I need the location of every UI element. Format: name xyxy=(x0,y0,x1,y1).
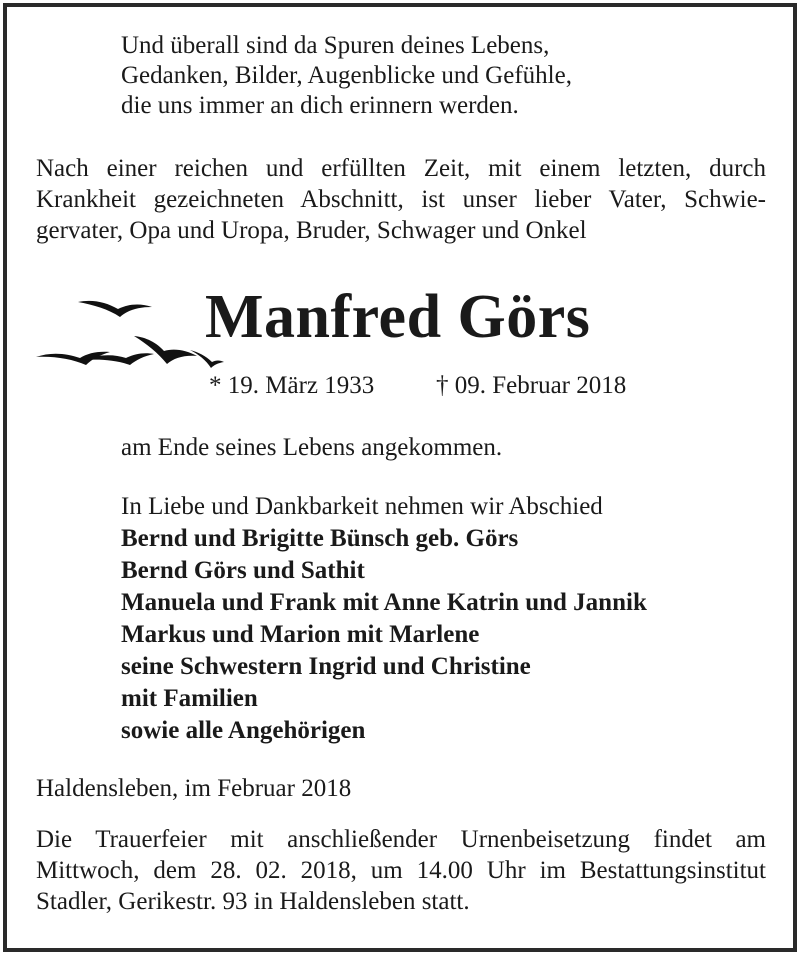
mourner-line: Manuela und Frank mit Anne Katrin und Jannik xyxy=(121,589,647,616)
place-date: Haldensleben, im Februar 2018 xyxy=(36,775,352,802)
mourner-line: sowie alle Angehörigen xyxy=(121,717,366,744)
deceased-name: Manfred Görs xyxy=(205,283,591,351)
notice-frame xyxy=(3,3,797,952)
flying-birds-icon xyxy=(34,292,224,372)
poem-line: die uns immer an dich erinnern werden. xyxy=(121,92,519,119)
intro-line: Nach einer reichen und erfüllten Zeit, mit einem letzten, durch xyxy=(36,155,766,182)
mourner-line: Bernd Görs und Sathit xyxy=(121,557,365,584)
death-date: † 09. Februar 2018 xyxy=(436,372,627,399)
poem-line: Und überall sind da Spuren deines Lebens, xyxy=(121,32,550,59)
intro-line: gervater, Opa und Uropa, Bruder, Schwager und Onkel xyxy=(36,217,587,244)
mourner-line: Markus und Marion mit Marlene xyxy=(121,621,480,648)
mourner-line: Bernd und Brigitte Bünsch geb. Görs xyxy=(121,525,519,552)
mourner-line: seine Schwestern Ingrid und Christine xyxy=(121,653,531,680)
ceremony-line: Mittwoch, dem 28. 02. 2018, um 14.00 Uhr im Bestattungsinstitut xyxy=(36,857,766,884)
birth-date: * 19. März 1933 xyxy=(209,372,375,399)
ceremony-line: Stadler, Gerikestr. 93 in Haldensleben statt. xyxy=(36,888,470,915)
poem-line: Gedanken, Bilder, Augenblicke und Gefühle, xyxy=(121,62,572,89)
mourner-line: mit Familien xyxy=(121,685,258,712)
farewell-intro: In Liebe und Dankbarkeit nehmen wir Abschied xyxy=(121,493,603,520)
ceremony-line: Die Trauerfeier mit anschließender Urnenbeisetzung findet am xyxy=(36,826,766,853)
closing-line: am Ende seines Lebens angekommen. xyxy=(121,434,503,461)
intro-line: Krankheit gezeichneten Abschnitt, ist unser lieber Vater, Schwie- xyxy=(36,186,766,213)
